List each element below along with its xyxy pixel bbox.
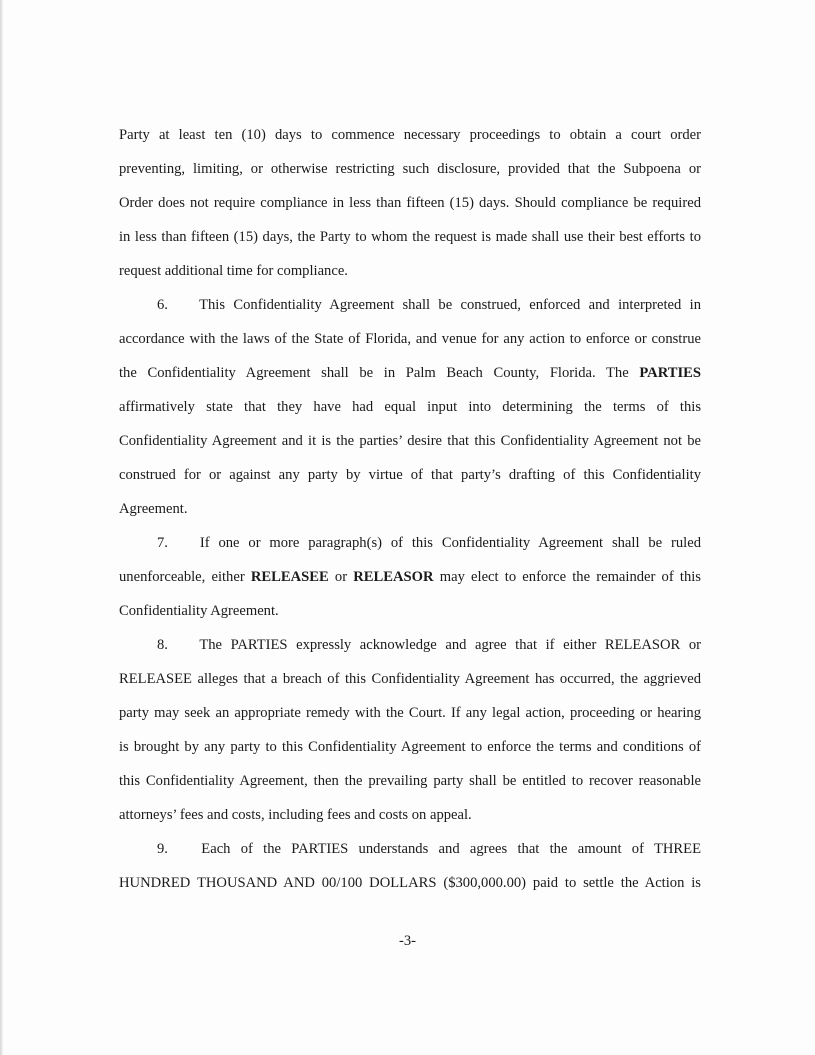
text-line: party may seek an appropriate remedy with the Court. If any legal action, proceeding or hearing <box>119 705 701 721</box>
paragraph-9-first-line <box>119 832 701 866</box>
text-line: request additional time for compliance. <box>119 263 348 279</box>
text-span: or <box>328 569 354 585</box>
text-span: may elect to enforce the remainder of this <box>433 569 701 585</box>
text-span: The PARTIES expressly acknowledge and agree that if either RELEASOR or <box>199 637 701 653</box>
bold-term: RELEASEE <box>250 569 329 585</box>
text-line: is brought by any party to this Confidentiality Agreement to enforce the terms and conditions of <box>119 739 701 755</box>
paragraph-number: 7. <box>157 535 168 551</box>
text-line: Confidentiality Agreement and it is the parties’ desire that this Confidentiality Agreement not be <box>119 433 701 449</box>
paragraph-8-first-line <box>119 628 701 662</box>
text-line: HUNDRED THOUSAND AND 00/100 DOLLARS ($300,000.00) paid to settle the Action is <box>119 875 701 891</box>
text-line: Order does not require compliance in less than fifteen (15) days. Should compliance be required <box>119 195 701 211</box>
text-span: unenforceable, either <box>119 569 251 585</box>
page-number: -3- <box>398 933 417 949</box>
text-line: this Confidentiality Agreement, then the prevailing party shall be entitled to recover reasonable <box>119 773 701 789</box>
text-line: Party at least ten (10) days to commence necessary proceedings to obtain a court order <box>119 127 701 143</box>
text-span: Each of the PARTIES understands and agrees that the amount of THREE <box>201 841 701 857</box>
text-line <box>119 356 701 390</box>
paragraph-number: 9. <box>157 841 168 857</box>
text-span: This Confidentiality Agreement shall be construed, enforced and interpreted in <box>199 297 701 313</box>
text-line: in less than fifteen (15) days, the Party to whom the request is made shall use their best efforts to <box>119 229 701 245</box>
paragraph-number: 6. <box>157 297 168 313</box>
text-line: attorneys’ fees and costs, including fees and costs on appeal. <box>119 807 472 823</box>
text-line: Agreement. <box>119 501 188 517</box>
scan-edge <box>0 0 3 1055</box>
text-line: preventing, limiting, or otherwise restricting such disclosure, provided that the Subpoena or <box>119 161 701 177</box>
text-span: If one or more paragraph(s) of this Confidentiality Agreement shall be ruled <box>199 535 701 551</box>
text-line: Confidentiality Agreement. <box>119 603 279 619</box>
text-line: construed for or against any party by virtue of that party’s drafting of this Confidentiality <box>119 467 701 483</box>
text-span: the Confidentiality Agreement shall be in Palm Beach County, Florida. The <box>119 365 640 381</box>
text-line <box>119 560 701 594</box>
text-line: accordance with the laws of the State of Florida, and venue for any action to enforce or construe <box>119 331 701 347</box>
document-body <box>119 118 701 900</box>
bold-term: PARTIES <box>639 365 701 381</box>
text-line: affirmatively state that they have had equal input into determining the terms of this <box>119 399 701 415</box>
paragraph-7-first-line <box>119 526 701 560</box>
paragraph-number: 8. <box>157 637 168 653</box>
paragraph-6-first-line <box>119 288 701 322</box>
bold-term: RELEASOR <box>353 569 434 585</box>
text-line: RELEASEE alleges that a breach of this Confidentiality Agreement has occurred, the aggrieved <box>119 671 701 687</box>
